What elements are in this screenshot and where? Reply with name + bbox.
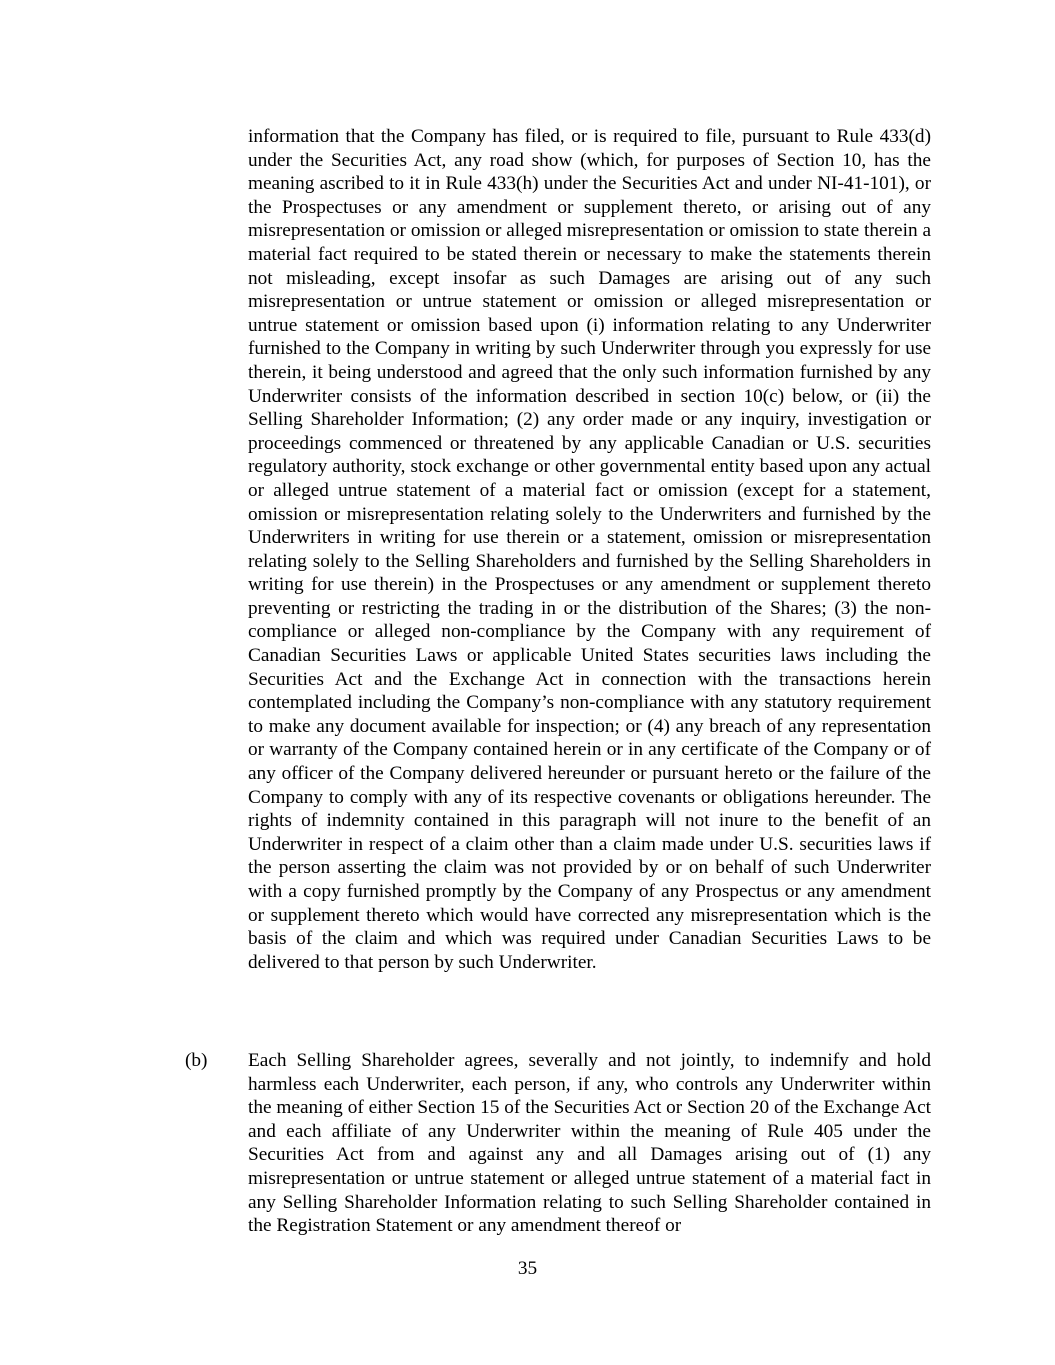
page-number: 35	[517, 1258, 538, 1279]
item-b-paragraph: Each Selling Shareholder agrees, severally and not jointly, to indemnify and hold harmless each Underwriter, each person, if any, who controls any Underwriter within the meaning of either Section 15 of the Securities Act or Section 20 of the Exchange Act and each affiliate of any Underwriter within the meaning of Rule 405 under the Securities Act from and against any and all Damages arising out of (1) any misrepresentation or untrue statement or alleged untrue statement of a material fact in any Selling Shareholder Information relating to such Selling Shareholder contained in the Registration Statement or any amendment thereof or	[248, 1050, 931, 1237]
item-b-label: (b)	[185, 1050, 208, 1071]
continuation-paragraph: information that the Company has filed, or is required to file, pursuant to Rule 433(d) under the Securities Act, any road show (which, for purposes of Section 10, has the meaning ascribed to it in Rule 433(h) under the Securities Act and under NI-41-101), or the Prospectuses or any amendment or supplement thereto, or arising out of any misrepresentation or omission or alleged misrepresentation or omission to state therein a material fact required to be stated therein or necessary to make the statements therein not misleading, except insofar as such Damages are arising out of any such misrepresentation or untrue statement or omission or alleged misrepresentation or untrue statement or omission based upon (i) information relating to any Underwriter furnished to the Company in writing by such Underwriter through you expressly for use therein, it being understood and agreed that the only such information furnished by any Underwriter consists of the information described in section 10(c) below, or (ii) the Selling Shareholder Information; (2) any order made or any inquiry, investigation or proceedings commenced or threatened by any applicable Canadian or U.S. securities regulatory authority, stock exchange or other governmental entity based upon any actual or alleged untrue statement of a material fact or omission (except for a statement, omission or misrepresentation relating solely to the Underwriters and furnished by the Underwriters in writing for use therein or a statement, omission or misrepresentation relating solely to the Selling Shareholders and furnished by the Selling Shareholders in writing for use therein) in the Prospectuses or any amendment or supplement thereto preventing or restricting the trading in or the distribution of the Shares; (3) the non-compliance or alleged non-compliance by the Company with any requirement of Canadian Securities Laws or applicable United States securities laws including the Securities Act and the Exchange Act in connection with the transactions herein contemplated including the Company’s non-compliance with any statutory requirement to make any document available for inspection; or (4) any breach of any representation or warranty of the Company contained herein or in any certificate of the Company or of any officer of the Company delivered hereunder or pursuant hereto or the failure of the Company to comply with any of its respective covenants or obligations hereunder. The rights of indemnity contained in this paragraph will not inure to the benefit of an Underwriter in respect of a claim other than a claim made under U.S. securities laws if the person asserting the claim was not provided by or on behalf of such Underwriter with a copy furnished promptly by the Company of any Prospectus or any amendment or supplement thereto which would have corrected any misrepresentation which is the basis of the claim and which was required under Canadian Securities Laws to be delivered to that person by such Underwriter.	[248, 126, 931, 973]
